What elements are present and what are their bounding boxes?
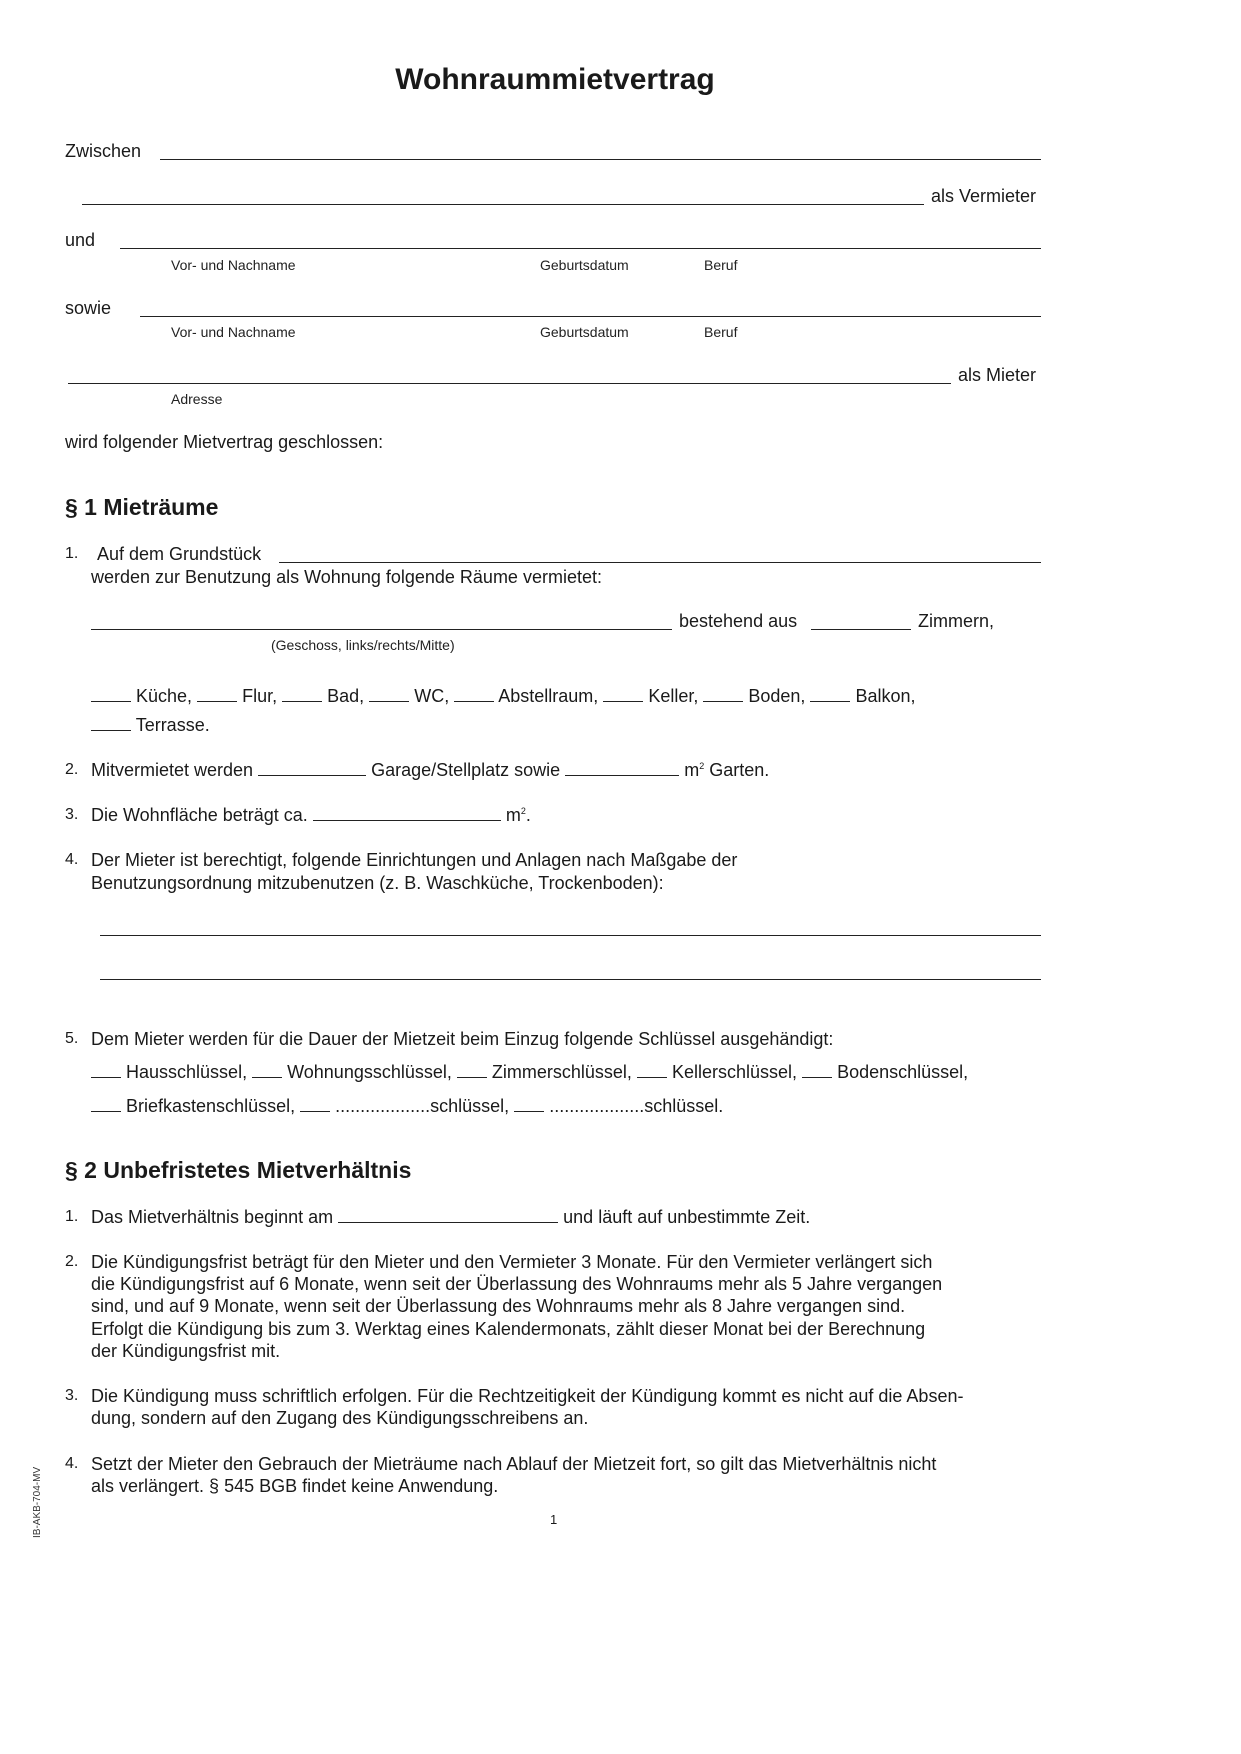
rooms-intro: werden zur Benutzung als Wohnung folgende Räume vermietet:: [91, 567, 602, 587]
item-number: 1.: [65, 1208, 79, 1225]
beginn-rest: und läuft auf unbestimmte Zeit.: [563, 1207, 811, 1227]
room-label: Abstellraum,: [498, 686, 599, 706]
address-caption: Adresse: [171, 391, 223, 407]
mieter2-line[interactable]: [140, 316, 1041, 317]
rooms-row: [91, 685, 916, 707]
grundstueck-line[interactable]: [279, 562, 1041, 563]
kuendigungsfrist-line: Erfolgt die Kündigung bis zum 3. Werktag eines Kalendermonats, zählt dieser Monat bei der Berechnung: [91, 1319, 926, 1339]
kuendigungsfrist-line: der Kündigungsfrist mit.: [91, 1341, 281, 1361]
geschoss-caption: (Geschoss, links/rechts/Mitte): [271, 637, 455, 653]
page-number: 1: [550, 1512, 558, 1527]
kuendigungsfrist-line: Die Kündigungsfrist beträgt für den Mieter und den Vermieter 3 Monate. Für den Vermieter verlängert sich: [91, 1252, 933, 1272]
einrichtungen-answer-line-1[interactable]: [100, 935, 1041, 936]
sowie-label: sowie: [65, 298, 112, 318]
occupation-caption-1: Beruf: [704, 257, 738, 273]
key-count-blank[interactable]: [252, 1062, 282, 1078]
room-label: Flur,: [242, 686, 278, 706]
key-count-blank[interactable]: [514, 1096, 544, 1112]
item-number: 4.: [65, 851, 79, 868]
mieter1-line[interactable]: [120, 248, 1041, 249]
item-number: 3.: [65, 806, 79, 823]
terrasse-blank[interactable]: [91, 715, 131, 731]
key-label: Bodenschlüssel,: [837, 1062, 969, 1082]
item-number: 1.: [65, 545, 79, 562]
room-label: Balkon,: [855, 686, 916, 706]
birthdate-caption-1: Geburtsdatum: [540, 257, 629, 273]
unit-superscript: 2: [520, 806, 526, 816]
vermieter-line-1[interactable]: [160, 159, 1041, 160]
document-title: Wohnraummietvertrag: [395, 63, 715, 96]
einrichtungen-line-2: Benutzungsordnung mitzubenutzen (z. B. Waschküche, Trockenboden):: [91, 873, 664, 893]
form-code: IB-AKB-704-MV: [32, 1466, 43, 1538]
zimmer-count-line[interactable]: [811, 629, 911, 630]
key-label: ...................schlüssel,: [335, 1096, 510, 1116]
kuendigungsfrist-line: die Kündigungsfrist auf 6 Monate, wenn seit der Überlassung des Wohnraums mehr als 5 Jahre vergangen: [91, 1274, 943, 1294]
fortsetzung-line: als verlängert. § 545 BGB findet keine Anwendung.: [91, 1476, 499, 1496]
wohnflaeche-blank[interactable]: [313, 805, 501, 821]
item-number: 5.: [65, 1030, 79, 1047]
item-number: 4.: [65, 1455, 79, 1472]
beginn-row: [91, 1206, 810, 1228]
als-vermieter-label: als Vermieter: [931, 186, 1037, 206]
period: .: [525, 805, 531, 825]
name-caption-2: Vor- und Nachname: [171, 324, 296, 340]
schriftform-line: Die Kündigung muss schriftlich erfolgen. Für die Rechtzeitigkeit der Kündigung kommt es nicht auf die Absen-: [91, 1386, 964, 1406]
address-line[interactable]: [68, 383, 951, 384]
unit-m: m: [505, 805, 521, 825]
keller-blank[interactable]: [603, 686, 643, 702]
unit-m: m: [684, 760, 700, 780]
garten-label: Garten.: [709, 760, 770, 780]
wohnflaeche-label: Die Wohnfläche beträgt ca.: [91, 805, 308, 825]
keys-row-2: [91, 1095, 723, 1117]
boden-blank[interactable]: [703, 686, 743, 702]
key-count-blank[interactable]: [300, 1096, 330, 1112]
schluessel-intro: Dem Mieter werden für die Dauer der Mietzeit beim Einzug folgende Schlüssel ausgehändigt:: [91, 1029, 834, 1049]
schriftform-line: dung, sondern auf den Zugang des Kündigungsschreibens an.: [91, 1408, 589, 1428]
section-1-heading: § 1 Mieträume: [65, 494, 219, 520]
key-count-blank[interactable]: [802, 1062, 832, 1078]
zimmern-label: Zimmern,: [918, 611, 994, 631]
section-2-heading: § 2 Unbefristetes Mietverhältnis: [65, 1157, 412, 1183]
key-label: ...................schlüssel.: [549, 1096, 724, 1116]
kueche-blank[interactable]: [91, 686, 131, 702]
key-label: Kellerschlüssel,: [671, 1062, 798, 1082]
balkon-blank[interactable]: [810, 686, 850, 702]
occupation-caption-2: Beruf: [704, 324, 738, 340]
name-caption-1: Vor- und Nachname: [171, 257, 296, 273]
zwischen-label: Zwischen: [65, 141, 142, 161]
room-label: Bad,: [327, 686, 365, 706]
key-count-blank[interactable]: [457, 1062, 487, 1078]
einrichtungen-answer-line-2[interactable]: [100, 979, 1041, 980]
intro-text: wird folgender Mietvertrag geschlossen:: [65, 432, 384, 452]
wohnflaeche-row: [91, 804, 531, 826]
garden-size-blank[interactable]: [565, 760, 679, 776]
room-label: WC,: [414, 686, 450, 706]
start-date-blank[interactable]: [338, 1207, 558, 1223]
mitvermietet-row: [91, 759, 769, 781]
flur-blank[interactable]: [197, 686, 237, 702]
room-label: Terrasse.: [135, 715, 210, 735]
key-label: Zimmerschlüssel,: [491, 1062, 632, 1082]
item-number: 3.: [65, 1387, 79, 1404]
und-label: und: [65, 230, 96, 250]
key-label: Wohnungsschlüssel,: [287, 1062, 452, 1082]
room-label: Boden,: [748, 686, 806, 706]
key-count-blank[interactable]: [637, 1062, 667, 1078]
kuendigungsfrist-line: sind, und auf 9 Monate, wenn seit der Überlassung des Wohnraums mehr als 8 Jahre vergangen sind.: [91, 1296, 906, 1316]
item-number: 2.: [65, 1253, 79, 1270]
garage-label: Garage/Stellplatz sowie: [371, 760, 561, 780]
keys-row-1: [91, 1061, 968, 1083]
bestehend-label: bestehend aus: [679, 611, 798, 631]
item-number: 2.: [65, 761, 79, 778]
key-label: Briefkastenschlüssel,: [126, 1096, 296, 1116]
grundstueck-label: Auf dem Grundstück: [97, 544, 262, 564]
beginn-label: Das Mietverhältnis beginnt am: [91, 1207, 334, 1227]
bad-blank[interactable]: [282, 686, 322, 702]
terrasse-row: [91, 714, 210, 736]
birthdate-caption-2: Geburtsdatum: [540, 324, 629, 340]
room-label: Keller,: [648, 686, 699, 706]
mitvermietet-label: Mitvermietet werden: [91, 760, 254, 780]
key-count-blank[interactable]: [91, 1096, 121, 1112]
geschoss-line[interactable]: [91, 629, 672, 630]
wc-blank[interactable]: [369, 686, 409, 702]
als-mieter-label: als Mieter: [958, 365, 1037, 385]
key-label: Hausschlüssel,: [126, 1062, 248, 1082]
vermieter-line-2[interactable]: [82, 204, 924, 205]
garage-count-blank[interactable]: [258, 760, 366, 776]
fortsetzung-line: Setzt der Mieter den Gebrauch der Mieträume nach Ablauf der Mietzeit fort, so gilt das Mietverhältnis nicht: [91, 1454, 937, 1474]
abstellraum-blank[interactable]: [454, 686, 494, 702]
unit-superscript: 2: [699, 761, 705, 771]
key-count-blank[interactable]: [91, 1062, 121, 1078]
einrichtungen-line-1: Der Mieter ist berechtigt, folgende Einrichtungen und Anlagen nach Maßgabe der: [91, 850, 738, 870]
room-label: Küche,: [136, 686, 193, 706]
